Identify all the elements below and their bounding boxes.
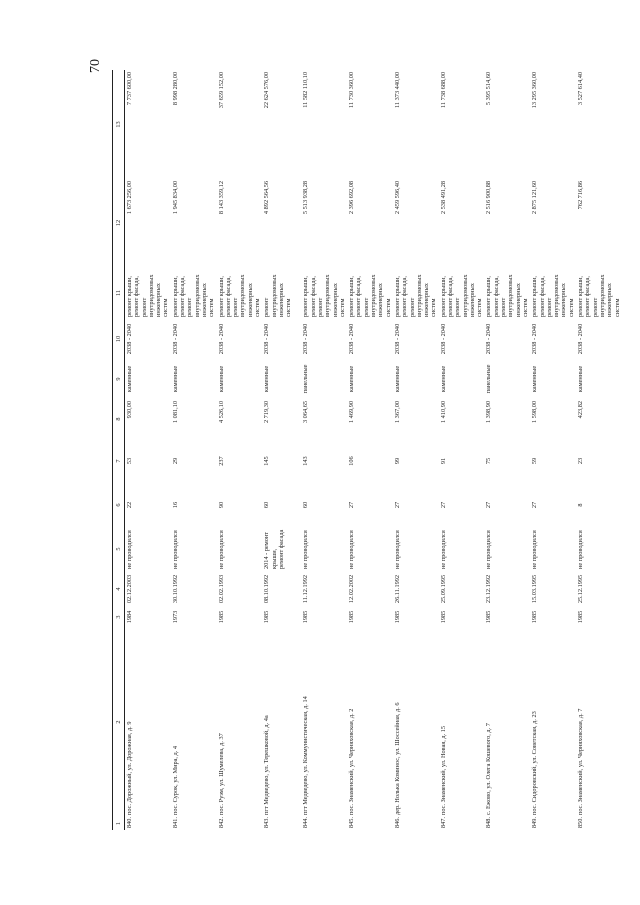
table-row xyxy=(347,70,393,830)
apartments-cell: 27 xyxy=(485,501,493,509)
address-cell: пос. Знаменский, ул. Черняховская, д. 7 xyxy=(577,708,585,815)
residents-cell: 23 xyxy=(577,457,585,465)
period-cell: 2038 - 2040 xyxy=(531,323,539,355)
address-cell: пос. Сидоровский, ул. Советская, д. 23 xyxy=(531,711,539,815)
period-cell: 2038 - 2040 xyxy=(263,323,271,355)
wall-material-cell: каменные xyxy=(348,365,356,393)
address-cell: пос. Руэм, ул. Шумелева, д. 37 xyxy=(217,733,225,815)
works-cell: ремонт крыши, ремонт фасада, ремонт внутридомовых инженерных систем xyxy=(171,274,216,317)
previous-repair-cell: не проводился xyxy=(348,530,356,569)
area-cell: 4 526,10 xyxy=(217,401,225,424)
column-header: 12 xyxy=(113,179,125,267)
area-cell: 930,00 xyxy=(126,401,133,419)
table-row xyxy=(484,70,530,830)
previous-repair-cell: не проводился xyxy=(393,530,401,569)
previous-repair-cell: не проводился xyxy=(577,530,585,569)
year-cell: 1985 xyxy=(302,610,310,624)
total-cell: 22 624 576,00 xyxy=(263,72,271,109)
area-cell: 1 469,90 xyxy=(348,401,356,424)
column-header: 6 xyxy=(113,483,125,527)
wall-material-cell: каменные xyxy=(577,365,585,393)
housing-table xyxy=(112,70,622,830)
apartments-cell: 22 xyxy=(126,501,133,509)
total-cell: 3 527 614,40 xyxy=(577,72,585,106)
wall-material-cell: каменные xyxy=(217,365,225,393)
apartments-cell: 16 xyxy=(171,501,179,509)
period-cell: 2038 - 2040 xyxy=(348,323,356,355)
row-number: 849. xyxy=(531,816,539,828)
apartments-cell: 27 xyxy=(531,501,539,509)
year-cell: 1985 xyxy=(439,610,447,624)
total-cell: 7 737 600,00 xyxy=(126,72,133,106)
wall-material-cell: каменные xyxy=(393,365,401,393)
apartments-cell: 60 xyxy=(302,501,310,509)
area-cell: 1 598,00 xyxy=(531,401,539,424)
date-cell: 23.12.1992 xyxy=(485,574,493,604)
year-cell: 1973 xyxy=(171,610,179,624)
date-cell: 26.11.1992 xyxy=(393,574,401,604)
period-cell: 2038 - 2040 xyxy=(126,323,133,355)
period-cell: 2038 - 2040 xyxy=(485,323,493,355)
apartments-cell: 27 xyxy=(348,501,356,509)
residents-cell: 75 xyxy=(485,457,493,465)
cost-cell: 762 716,86 xyxy=(577,181,585,210)
date-cell: 12.02.2002 xyxy=(348,574,356,604)
row-number: 848. xyxy=(485,816,493,828)
housing-table-sheet xyxy=(112,70,621,830)
total-cell: 5 395 514,60 xyxy=(485,72,493,106)
previous-repair-cell: не проводился xyxy=(302,530,310,569)
works-cell: ремонт крыши, ремонт фасада, ремонт внутридомовых инженерных систем xyxy=(217,274,262,317)
column-header: 1 xyxy=(113,817,125,830)
wall-material-cell: каменные xyxy=(171,365,179,393)
wall-material-cell: каменные xyxy=(531,365,539,393)
cost-cell: 1 945 834,00 xyxy=(171,181,179,215)
column-header: 9 xyxy=(113,359,125,399)
cost-cell: 1 673 256,00 xyxy=(126,181,133,215)
apartments-cell: 60 xyxy=(263,501,271,509)
date-cell: 25.09.1995 xyxy=(439,574,447,604)
previous-repair-cell: не проводился xyxy=(485,530,493,569)
date-cell: 02.12.2003 xyxy=(126,574,133,604)
row-number: 840. xyxy=(126,816,133,828)
period-cell: 2038 - 2040 xyxy=(217,323,225,355)
year-cell: 1985 xyxy=(217,610,225,624)
column-header: 2 xyxy=(113,627,125,817)
column-header: 8 xyxy=(113,399,125,439)
row-number: 850. xyxy=(577,816,585,828)
row-number: 844. xyxy=(302,816,310,828)
address-cell: пгт Медведево, ул. Терешковой, д. 4а xyxy=(263,715,271,815)
residents-cell: 99 xyxy=(393,457,401,465)
residents-cell: 145 xyxy=(263,456,271,466)
row-number: 846. xyxy=(393,816,401,828)
year-cell: 1985 xyxy=(348,610,356,624)
table-row xyxy=(217,70,263,830)
area-cell: 2 719,30 xyxy=(263,401,271,424)
address-cell: пгт Медведево, ул. Коммунистическая, д. 14 xyxy=(302,696,310,815)
address-cell: с. Ежово, ул. Олега Кошевого, д. 7 xyxy=(485,723,493,815)
cost-cell: 4 892 564,56 xyxy=(263,181,271,215)
table-row xyxy=(171,70,217,830)
year-cell: 1985 xyxy=(531,610,539,624)
table-body xyxy=(125,70,622,830)
works-cell: ремонт крыши, ремонт фасада, ремонт внутридомовых инженерных систем xyxy=(348,274,392,317)
previous-repair-cell: не проводился xyxy=(439,530,447,569)
cost-cell: 2 516 900,88 xyxy=(485,181,493,215)
total-cell: 11 738 688,00 xyxy=(439,72,447,108)
header-row xyxy=(113,70,125,830)
address-cell: пос. Знаменский, ул. Черняховская, д. 2 xyxy=(348,708,356,815)
period-cell: 2038 - 2040 xyxy=(577,323,585,355)
table-row xyxy=(393,70,439,830)
apartments-cell: 27 xyxy=(439,501,447,509)
residents-cell: 91 xyxy=(439,457,447,465)
row-number: 845. xyxy=(348,816,356,828)
period-cell: 2038 - 2040 xyxy=(171,323,179,355)
total-cell: 8 998 280,00 xyxy=(171,72,179,106)
column-header: 13 xyxy=(113,70,125,179)
works-cell: ремонт крыши, ремонт фасада, ремонт внутридомовых инженерных систем xyxy=(393,274,438,317)
row-number: 847. xyxy=(439,816,447,828)
works-cell: ремонт крыши, ремонт фасада, ремонт внутридомовых инженерных систем xyxy=(302,274,346,317)
residents-cell: 237 xyxy=(217,456,225,466)
total-cell: 11 582 110,10 xyxy=(302,72,310,108)
total-cell: 13 295 360,00 xyxy=(531,72,539,109)
period-cell: 2038 - 2040 xyxy=(302,323,310,355)
works-cell: ремонт крыши, ремонт фасада, ремонт внутридомовых инженерных систем xyxy=(439,274,484,317)
year-cell: 1985 xyxy=(263,610,271,624)
cost-cell: 2 396 692,08 xyxy=(348,181,356,215)
page-number: 70 xyxy=(88,59,103,73)
residents-cell: 143 xyxy=(302,456,310,466)
apartments-cell: 8 xyxy=(577,503,585,507)
date-cell: 30.10.1992 xyxy=(171,574,179,604)
column-header: 5 xyxy=(113,527,125,571)
wall-material-cell: каменные xyxy=(439,365,447,393)
total-cell: 37 659 152,00 xyxy=(217,72,225,109)
table-row xyxy=(301,70,347,830)
row-number: 842. xyxy=(217,816,225,828)
date-cell: 02.02.1993 xyxy=(217,574,225,604)
apartments-cell: 90 xyxy=(217,501,225,509)
address-cell: пос. Знаменский, ул. Новая, д. 15 xyxy=(439,725,447,815)
year-cell: 1985 xyxy=(393,610,401,624)
date-cell: 08.10.1992 xyxy=(263,574,271,604)
works-cell: ремонт крыши, ремонт фасада, ремонт внутридомовых инженерных систем xyxy=(485,274,529,317)
residents-cell: 106 xyxy=(348,456,356,466)
previous-repair-cell: не проводился xyxy=(217,530,225,569)
address-cell: пос. Дорожный, ул. Дорожная, д. 9 xyxy=(126,721,133,815)
cost-cell: 2 538 491,28 xyxy=(439,181,447,215)
year-cell: 1985 xyxy=(485,610,493,624)
previous-repair-cell: не проводился xyxy=(531,530,539,569)
date-cell: 25.12.1995 xyxy=(577,574,585,604)
column-header: 7 xyxy=(113,439,125,483)
column-header: 3 xyxy=(113,607,125,627)
year-cell: 1984 xyxy=(126,610,133,624)
works-cell: ремонт крыши, ремонт фасада, ремонт внутридомовых инженерных систем xyxy=(577,274,621,317)
table-row xyxy=(262,70,301,830)
column-header: 10 xyxy=(113,319,125,359)
address-cell: пос. Сурок, ул. Мира, д. 4 xyxy=(171,745,179,815)
area-cell: 1 410,90 xyxy=(439,401,447,424)
total-cell: 11 730 360,00 xyxy=(348,72,356,108)
area-cell: 423,82 xyxy=(577,401,585,419)
previous-repair-cell: 2014 - ремонт крыши, ремонт фасада xyxy=(263,529,285,569)
residents-cell: 59 xyxy=(531,457,539,465)
wall-material-cell: каменные xyxy=(126,365,133,393)
residents-cell: 53 xyxy=(126,457,133,465)
apartments-cell: 27 xyxy=(393,501,401,509)
date-cell: 11.12.1992 xyxy=(302,574,310,604)
cost-cell: 2 459 596,40 xyxy=(393,181,401,215)
wall-material-cell: панельные xyxy=(302,364,310,394)
table-row xyxy=(439,70,485,830)
date-cell: 15.03.1995 xyxy=(531,574,539,604)
previous-repair-cell: не проводился xyxy=(126,530,133,569)
wall-material-cell: панельные xyxy=(485,364,493,394)
cost-cell: 5 513 938,28 xyxy=(302,181,310,215)
table-row xyxy=(576,70,622,830)
cost-cell: 8 143 359,12 xyxy=(217,181,225,215)
column-header: 11 xyxy=(113,267,125,319)
column-header: 4 xyxy=(113,571,125,607)
table-row xyxy=(125,70,171,830)
works-cell: ремонт крыши, ремонт фасада, ремонт внутридомовых инженерных систем xyxy=(531,274,575,317)
previous-repair-cell: не проводился xyxy=(171,530,179,569)
area-cell: 1 367,00 xyxy=(393,401,401,424)
row-number: 843. xyxy=(263,816,271,828)
residents-cell: 29 xyxy=(171,457,179,465)
address-cell: дер. Нолька Коминос, ул. Шоссейная, д. 6 xyxy=(393,702,401,815)
works-cell: ремонт внутридомовых инженерных систем xyxy=(263,274,293,317)
cost-cell: 2 875 121,60 xyxy=(531,181,539,215)
works-cell: ремонт крыши, ремонт фасада, ремонт внутридомовых инженерных систем xyxy=(126,274,170,317)
year-cell: 1985 xyxy=(577,610,585,624)
total-cell: 11 373 440,00 xyxy=(393,72,401,108)
area-cell: 3 064,65 xyxy=(302,401,310,424)
period-cell: 2038 - 2040 xyxy=(393,323,401,355)
row-number: 841. xyxy=(171,816,179,828)
wall-material-cell: каменные xyxy=(263,365,271,393)
area-cell: 1 398,90 xyxy=(485,401,493,424)
area-cell: 1 081,10 xyxy=(171,401,179,424)
period-cell: 2038 - 2040 xyxy=(439,323,447,355)
table-row xyxy=(530,70,576,830)
